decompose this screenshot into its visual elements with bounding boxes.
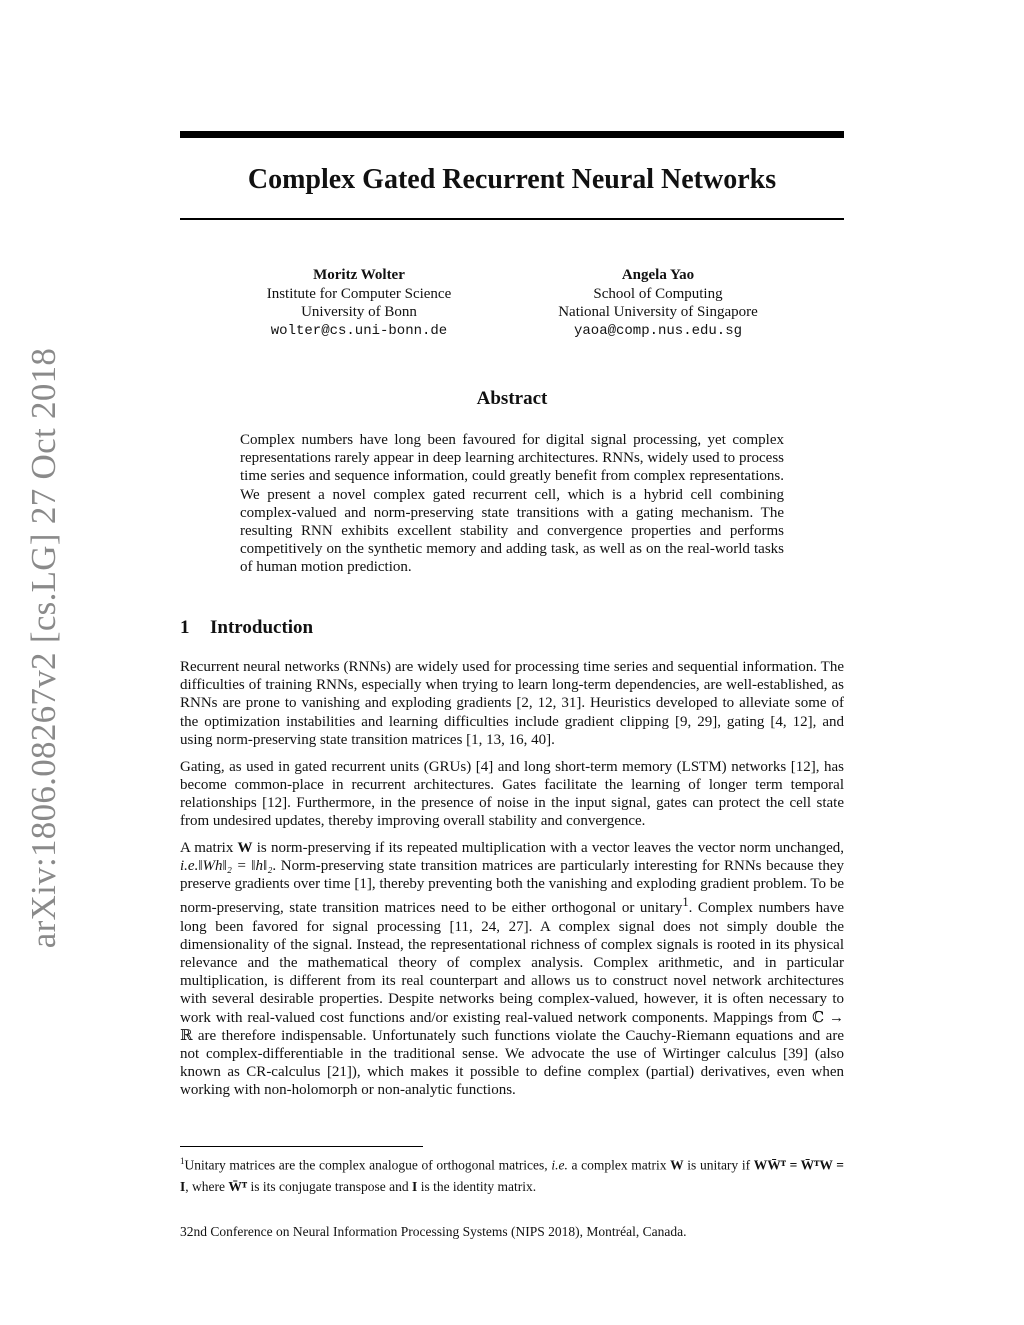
footnote-mark: 1 (180, 1156, 185, 1166)
text-run: is the identity matrix. (417, 1178, 537, 1194)
conference-note: 32nd Conference on Neural Information Processing Systems (NIPS 2018), Montréal, Canada. (180, 1224, 687, 1239)
author-block-2 (508, 266, 808, 340)
math-symbol: W (237, 839, 253, 856)
author-affiliation: University of Bonn (301, 304, 417, 320)
text-run: . Complex numbers have long been favored for signal processing [11, 24, 27]. A complex signal does not simply double the dimensionality of the signal. Instead, the representational richness of complex signals is rooted in its physical relevance and the mathematical theory of complex analysis. Complex arithmetic, and in particular multiplication, is different from its real counterpart and allows us to construct novel network architectures with several desirable properties. Despite networks being complex-valued, however, it is often necessary to work with real-valued cost functions and/or existing real-valued network components. Mappings from (180, 900, 844, 1026)
text-run: i.e. (180, 858, 199, 875)
math-symbol: I (412, 1178, 418, 1194)
text-run: , where (185, 1178, 229, 1194)
text-run: . Norm-preserving state transition matrices are particularly interesting for RNNs because they preserve gradients over time [1], thereby preventing both the vanishing and exploding gradient problem. To be norm-preserving, state transition matrices need to be either orthogonal or unitary (180, 858, 844, 917)
author-block-1 (209, 266, 509, 340)
text-run: i.e. (551, 1157, 568, 1173)
paragraph: Recurrent neural networks (RNNs) are widely used for processing time series and sequential information. The difficulties of training RNNs, especially when trying to learn long-term dependencies, are well-established, as RNNs are prone to vanishing and exploding gradients [2, 12, 31]. Heuristics developed to alleviate some of the optimization instabilities and learning difficulties include gradient clipping [9, 29], gating [4, 12], and using norm-preserving state transition matrices [1, 13, 16, 40]. (180, 659, 844, 748)
author-email: yaoa@comp.nus.edu.sg (573, 322, 743, 339)
text-run: is unitary if (683, 1157, 754, 1173)
footnote-marker: 1 (682, 895, 689, 910)
author-name: Moritz Wolter (313, 267, 405, 283)
author-affiliation: Institute for Computer Science (266, 285, 452, 302)
section-number: 1 (180, 617, 190, 638)
section-title: Introduction (210, 617, 314, 638)
title-top-rule (180, 131, 844, 138)
paper-title: Complex Gated Recurrent Neural Networks (247, 164, 777, 195)
author-email: wolter@cs.uni-bonn.de (270, 322, 448, 339)
paragraph (180, 839, 844, 1100)
section-heading (180, 616, 313, 640)
footnote (180, 1151, 844, 1197)
footnote-rule (180, 1146, 423, 1147)
text-run: are therefore indispensable. Unfortunately such functions violate the Cauchy-Riemann equations and are not complex-differentiable in the traditional sense. We advocate the use of Wirtinger calculus [39] (also known as CR-calculus [21]), which makes it possible to define complex (partial) derivatives, even when working with non-holomorph or non-analytic functions. (180, 1027, 844, 1099)
text-run: Unitary matrices are the complex analogue of orthogonal matrices, (184, 1157, 552, 1173)
text-run: is norm-preserving if its repeated multiplication with a vector leaves the vector norm unchanged, (252, 839, 844, 856)
author-affiliation: School of Computing (593, 285, 723, 302)
math-equation: WW̄ᵀ = W̄ᵀW = I (180, 1157, 844, 1194)
math-equation: ℂ → ℝ (180, 1009, 844, 1044)
introduction-body (180, 658, 844, 1108)
author-name: Angela Yao (621, 267, 695, 283)
math-equation: ‖Wh‖₂ = ‖h‖₂ (198, 858, 273, 875)
title-bottom-rule (180, 218, 844, 220)
math-symbol: W̄ᵀ (228, 1178, 248, 1194)
author-affiliation: National University of Singapore (558, 304, 758, 320)
text-run: is its conjugate transpose and (247, 1178, 413, 1194)
text-run: a complex matrix (567, 1157, 671, 1173)
math-symbol: W (670, 1157, 684, 1173)
arxiv-identifier: arXiv:1806.08267v2 [cs.LG] 27 Oct 2018 (24, 347, 63, 949)
abstract-heading: Abstract (476, 388, 548, 409)
text-run: A matrix (180, 839, 238, 856)
abstract-text: Complex numbers have long been favoured for digital signal processing, yet complex representations rarely appear in deep learning architectures. RNNs, widely used to process time series and sequence information, could greatly benefit from complex representations. We present a novel complex gated recurrent cell, which is a hybrid cell combining complex-valued and norm-preserving state transitions with a gating mechanism. The resulting RNN exhibits excellent stability and convergence properties and performs competitively on the synthetic memory and adding task, as well as on the real-world tasks of human motion prediction. (240, 432, 784, 576)
paragraph: Gating, as used in gated recurrent units (GRUs) [4] and long short-term memory (LSTM) networks [12], has become common-place in recurrent architectures. Gates facilitate the learning of longer term temporal relationships [12]. Furthermore, in the presence of noise in the input signal, gates can protect the cell state from undesired updates, thereby improving overall stability and convergence. (180, 758, 844, 830)
